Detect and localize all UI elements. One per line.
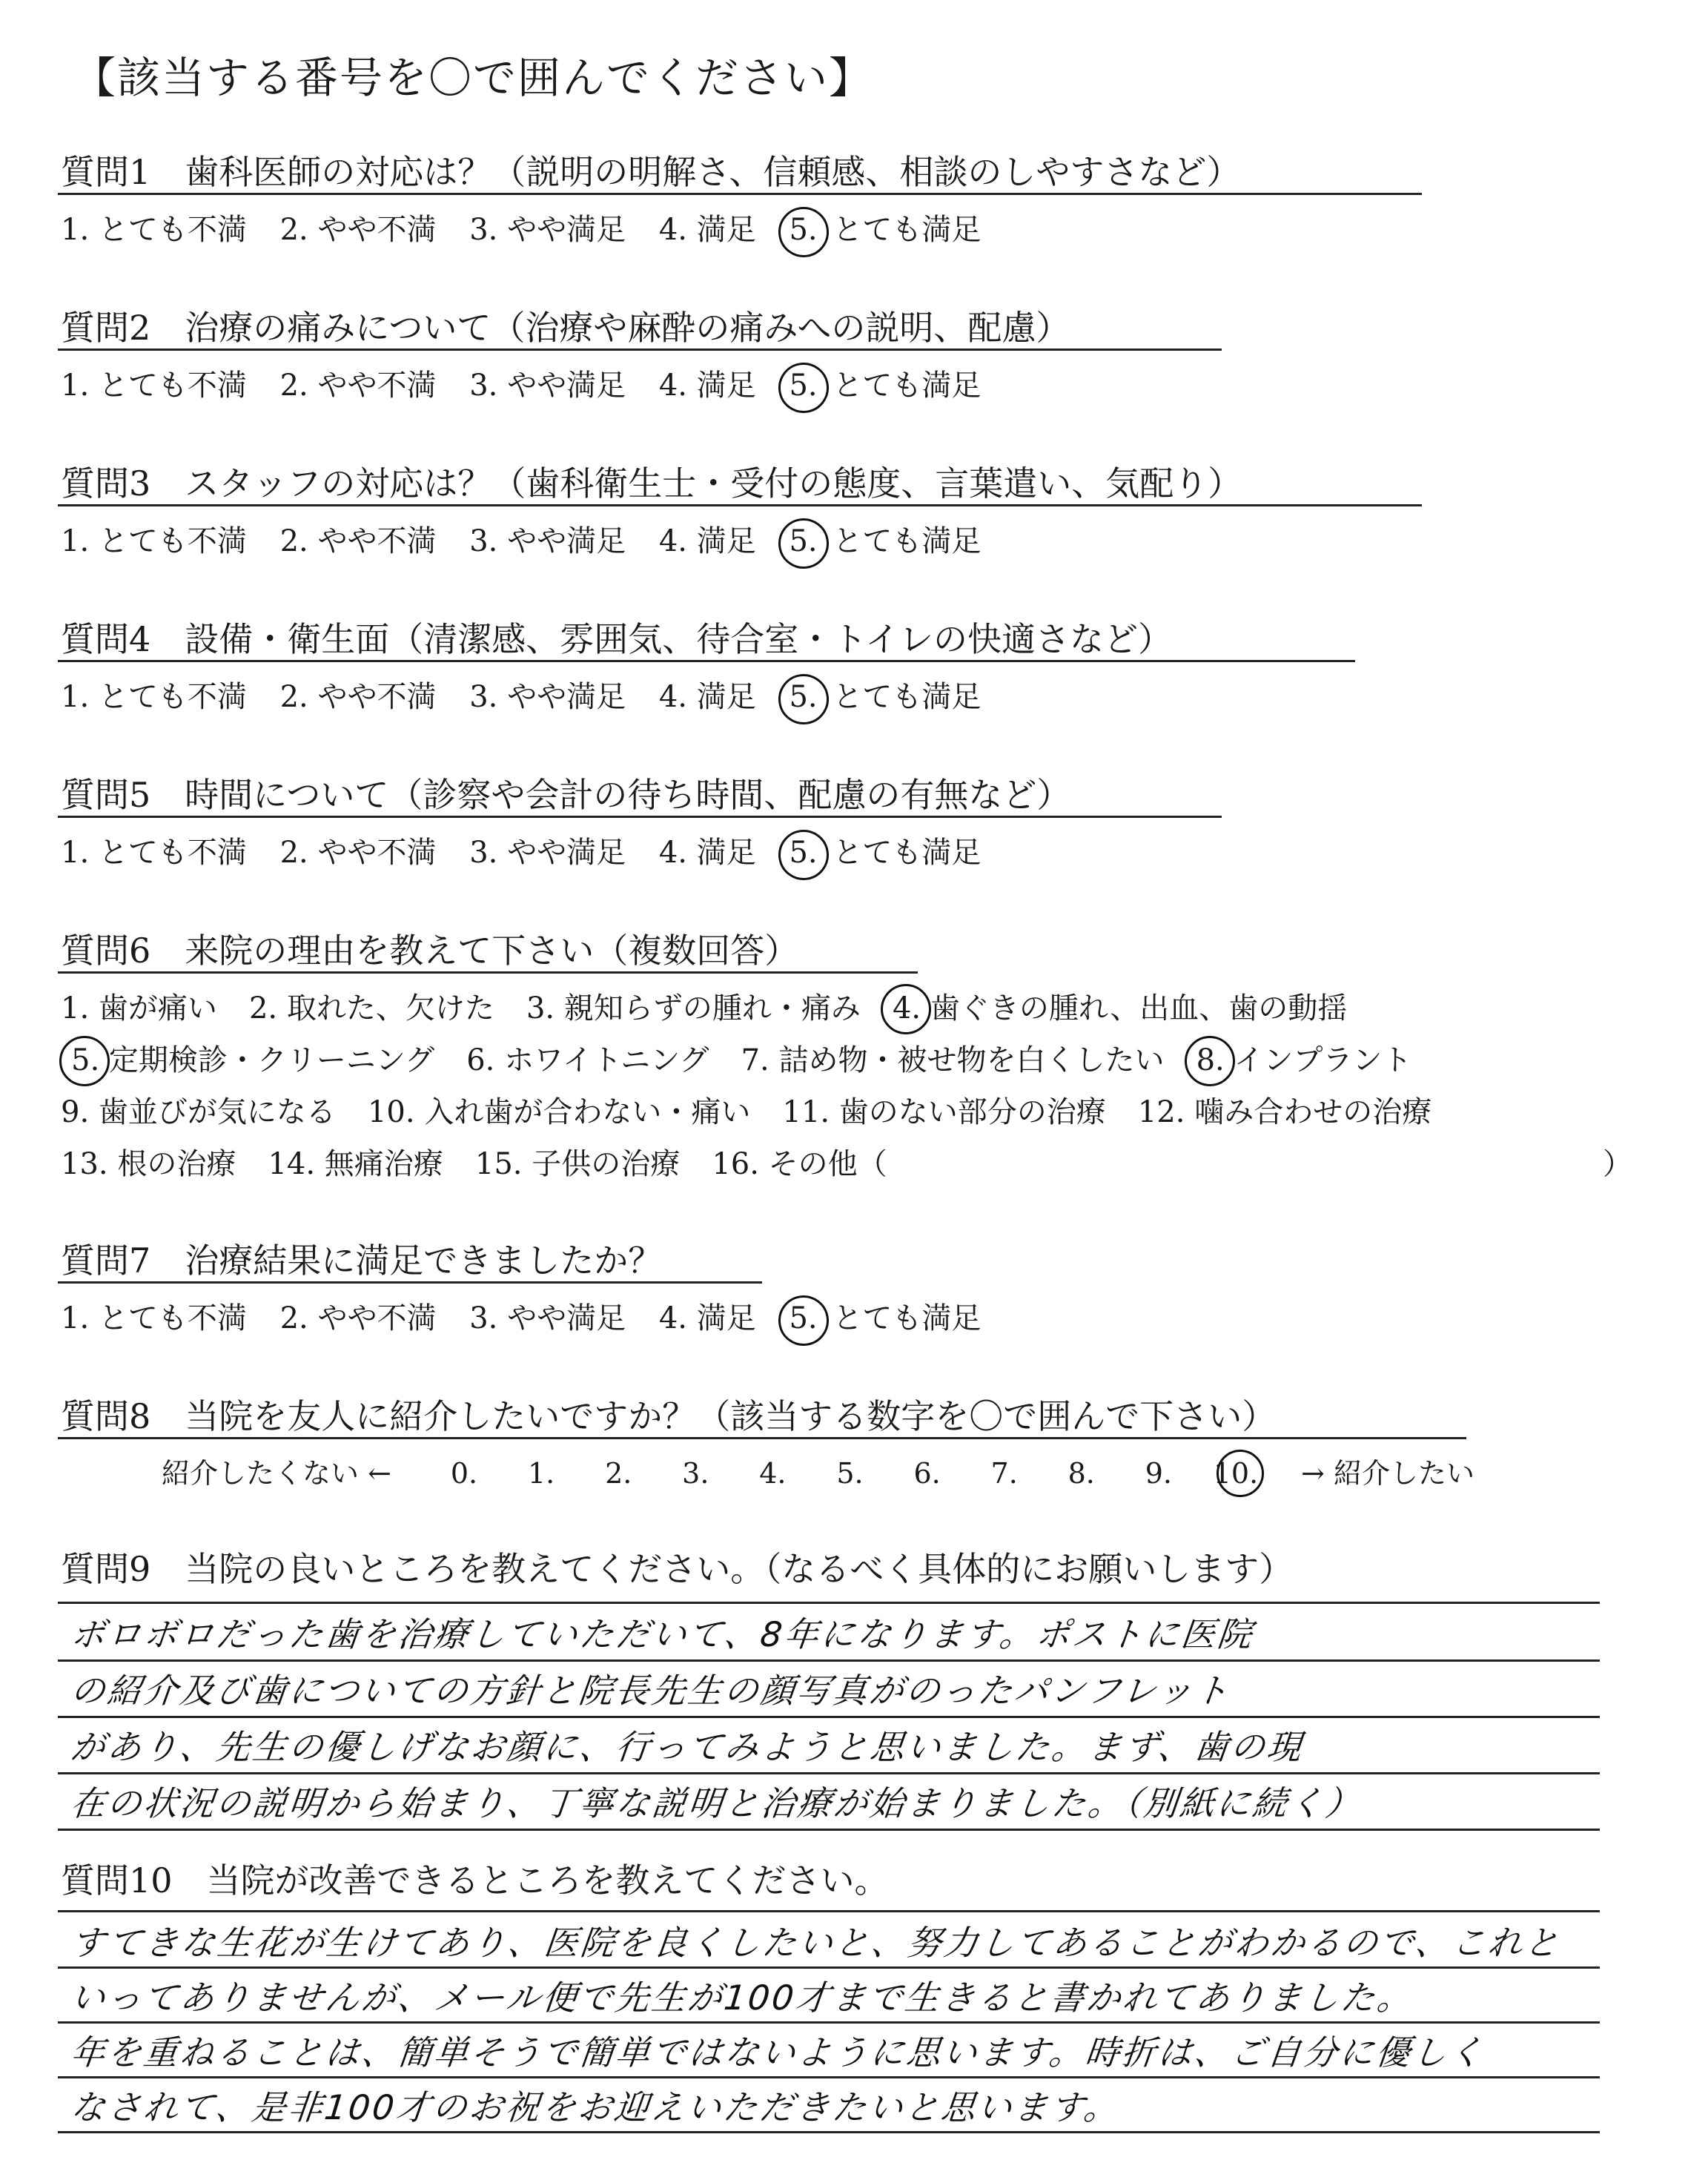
- option-5-label: とても満足: [833, 1301, 982, 1335]
- question-2-rule: [58, 349, 1222, 351]
- scale-0[interactable]: 0.: [450, 1457, 478, 1490]
- q9-answer-rule-3: [58, 1772, 1600, 1774]
- reason-9[interactable]: 9. 歯並びが気になる: [61, 1095, 336, 1129]
- q10-answer-rule-3: [58, 2076, 1600, 2078]
- question-5-title: 質問5 時間について（診察や会計の待ち時間、配慮の有無など）: [61, 775, 1071, 815]
- reason-7[interactable]: 7. 詰め物・被せ物を白くしたい: [741, 1043, 1165, 1077]
- question-3-options: [61, 518, 1004, 560]
- q9-answer-line-4: 在の状況の説明から始まり、丁寧な説明と治療が始まりました。（別紙に続く）: [68, 1783, 1364, 1823]
- q9-answer-rule-4: [58, 1829, 1600, 1831]
- question-7-title: 質問7 治療結果に満足できましたか？: [61, 1241, 663, 1281]
- reason-12[interactable]: 12. 噛み合わせの治療: [1137, 1095, 1432, 1129]
- question-7-rule: [58, 1281, 762, 1284]
- question-6-row-4: [61, 1140, 916, 1183]
- reason-16-other-close: ）: [1603, 1147, 1632, 1181]
- q10-answer-line-4: なされて、是非100才のお祝をお迎えいただきたいと思います。: [68, 2087, 1122, 2127]
- scale-left-label: 紹介したくない ←: [162, 1457, 391, 1490]
- question-9-top-rule: [58, 1602, 1600, 1604]
- question-3-rule: [58, 504, 1422, 506]
- question-6-row-1: [61, 985, 1375, 1027]
- scale-9[interactable]: 9.: [1145, 1457, 1172, 1490]
- question-3-title: 質問3 スタッフの対応は？（歯科衛生士・受付の態度、言葉遣い、気配り）: [61, 463, 1242, 503]
- option-5-label: とても満足: [833, 680, 982, 714]
- scale-1[interactable]: 1.: [527, 1457, 555, 1490]
- option-5-label: とても満足: [833, 369, 982, 403]
- question-6-row-3: [61, 1089, 1460, 1131]
- option-1[interactable]: 1. とても不満: [61, 1301, 247, 1335]
- q10-answer-line-2: いってありませんが、メール便で先生が100才まで生きると書かれてありました。: [68, 1978, 1416, 2018]
- q10-answer-line-1: すてきな生花が生けてあり、医院を良くしたいと、努力してあることがわかるので、これと: [68, 1923, 1563, 1963]
- question-1-rule: [58, 193, 1422, 195]
- option-5-selected[interactable]: 5.: [789, 213, 818, 247]
- option-5-label: とても満足: [833, 836, 982, 870]
- reason-5-selected[interactable]: 5. 定期検診・クリーニング: [71, 1043, 435, 1077]
- scale-8[interactable]: 8.: [1068, 1457, 1095, 1490]
- option-2[interactable]: 2. やや不満: [279, 524, 437, 558]
- option-4[interactable]: 4. 満足: [658, 1301, 756, 1335]
- option-3[interactable]: 3. やや満足: [469, 1301, 626, 1335]
- reason-4-selected[interactable]: 4. 歯ぐきの腫れ、出血、歯の動揺: [892, 991, 1348, 1025]
- scale-5[interactable]: 5.: [836, 1457, 864, 1490]
- reason-16[interactable]: 16. その他（: [712, 1147, 887, 1181]
- q9-answer-line-1: ボロボロだった歯を治療していただいて、8年になります。ポストに医院: [68, 1614, 1257, 1654]
- question-6-row-2: [71, 1037, 1440, 1079]
- option-4[interactable]: 4. 満足: [658, 369, 756, 403]
- question-2-options: [61, 362, 1004, 404]
- question-7-options: [61, 1295, 1004, 1337]
- option-4[interactable]: 4. 満足: [658, 524, 756, 558]
- option-2[interactable]: 2. やや不満: [279, 836, 437, 870]
- scale-right-label: → 紹介したい: [1301, 1457, 1474, 1490]
- reason-10[interactable]: 10. 入れ歯が合わない・痛い: [367, 1095, 751, 1129]
- reason-11[interactable]: 11. 歯のない部分の治療: [782, 1095, 1106, 1129]
- question-4-rule: [58, 660, 1355, 662]
- scale-7[interactable]: 7.: [990, 1457, 1018, 1490]
- question-2-title: 質問2 治療の痛みについて（治療や麻酔の痛みへの説明、配慮）: [61, 308, 1070, 348]
- reason-2[interactable]: 2. 取れた、欠けた: [248, 991, 494, 1025]
- option-1[interactable]: 1. とても不満: [61, 369, 247, 403]
- reason-14[interactable]: 14. 無痛治療: [268, 1147, 443, 1181]
- q10-answer-line-3: 年を重ねることは、簡単そうで簡単ではないように思います。時折は、ご自分に優しく: [68, 2032, 1487, 2073]
- question-5-rule: [58, 816, 1222, 818]
- reason-1[interactable]: 1. 歯が痛い: [61, 991, 217, 1025]
- option-5-selected[interactable]: 5.: [789, 1301, 818, 1335]
- option-4[interactable]: 4. 満足: [658, 836, 756, 870]
- option-1[interactable]: 1. とても不満: [61, 680, 247, 714]
- scale-4[interactable]: 4.: [759, 1457, 787, 1490]
- scale-10-selected[interactable]: 10.: [1202, 1457, 1270, 1490]
- question-1-title: 質問1 歯科医師の対応は？（説明の明解さ、信頼感、相談のしやすさなど）: [61, 152, 1241, 192]
- option-4[interactable]: 4. 満足: [658, 213, 756, 247]
- option-2[interactable]: 2. やや不満: [279, 213, 437, 247]
- reason-13[interactable]: 13. 根の治療: [61, 1147, 236, 1181]
- question-5-options: [61, 829, 1004, 871]
- option-1[interactable]: 1. とても不満: [61, 213, 247, 247]
- option-5-label: とても満足: [833, 524, 982, 558]
- q10-answer-rule-4: [58, 2131, 1600, 2133]
- question-4-title: 質問4 設備・衛生面（清潔感、雰囲気、待合室・トイレの快適さなど）: [61, 619, 1172, 659]
- option-4[interactable]: 4. 満足: [658, 680, 756, 714]
- scale-3[interactable]: 3.: [682, 1457, 709, 1490]
- question-10-title: 質問10 当院が改善できるところを教えてください。: [61, 1860, 889, 1900]
- option-5-selected[interactable]: 5.: [789, 369, 818, 403]
- q10-answer-rule-2: [58, 2021, 1600, 2024]
- option-3[interactable]: 3. やや満足: [469, 836, 626, 870]
- option-5-selected[interactable]: 5.: [789, 524, 818, 558]
- question-6-title: 質問6 来院の理由を教えて下さい（複数回答）: [61, 931, 799, 971]
- option-2[interactable]: 2. やや不満: [279, 1301, 437, 1335]
- question-6-rule: [58, 971, 918, 974]
- option-5-label: とても満足: [833, 213, 982, 247]
- option-2[interactable]: 2. やや不満: [279, 369, 437, 403]
- option-5-selected[interactable]: 5.: [789, 680, 818, 714]
- option-3[interactable]: 3. やや満足: [469, 524, 626, 558]
- q9-answer-line-2: の紹介及び歯についての方針と院長先生の顔写真がのったパンフレット: [68, 1671, 1233, 1711]
- q9-answer-rule-2: [58, 1716, 1600, 1718]
- option-2[interactable]: 2. やや不満: [279, 680, 437, 714]
- question-4-options: [61, 673, 1004, 716]
- q9-answer-rule-1: [58, 1659, 1600, 1662]
- option-3[interactable]: 3. やや満足: [469, 369, 626, 403]
- q9-answer-line-3: があり、先生の優しげなお顔に、行ってみようと思いました。まず、歯の現: [68, 1727, 1305, 1767]
- reason-15[interactable]: 15. 子供の治療: [474, 1147, 681, 1181]
- reason-8-selected[interactable]: 8. インプラント: [1196, 1043, 1412, 1077]
- option-5-selected[interactable]: 5.: [789, 836, 818, 870]
- reason-6[interactable]: 6. ホワイトニング: [466, 1043, 709, 1077]
- q10-answer-rule-1: [58, 1966, 1600, 1969]
- question-8-rule: [58, 1437, 1466, 1439]
- question-1-options: [61, 206, 1004, 248]
- option-3[interactable]: 3. やや満足: [469, 213, 626, 247]
- page-heading: 【該当する番号を〇で囲んでください】: [73, 53, 874, 103]
- option-1[interactable]: 1. とても不満: [61, 836, 247, 870]
- scale-6[interactable]: 6.: [913, 1457, 941, 1490]
- question-10-top-rule: [58, 1910, 1600, 1912]
- reason-3[interactable]: 3. 親知らずの腫れ・痛み: [526, 991, 861, 1025]
- question-8-title: 質問8 当院を友人に紹介したいですか？（該当する数字を〇で囲んで下さい）: [61, 1396, 1277, 1436]
- option-3[interactable]: 3. やや満足: [469, 680, 626, 714]
- question-9-title: 質問9 当院の良いところを教えてください。（なるべく具体的にお願いします）: [61, 1549, 1294, 1589]
- question-8-scale: [162, 1450, 1474, 1491]
- scale-2[interactable]: 2.: [605, 1457, 632, 1490]
- option-1[interactable]: 1. とても不満: [61, 524, 247, 558]
